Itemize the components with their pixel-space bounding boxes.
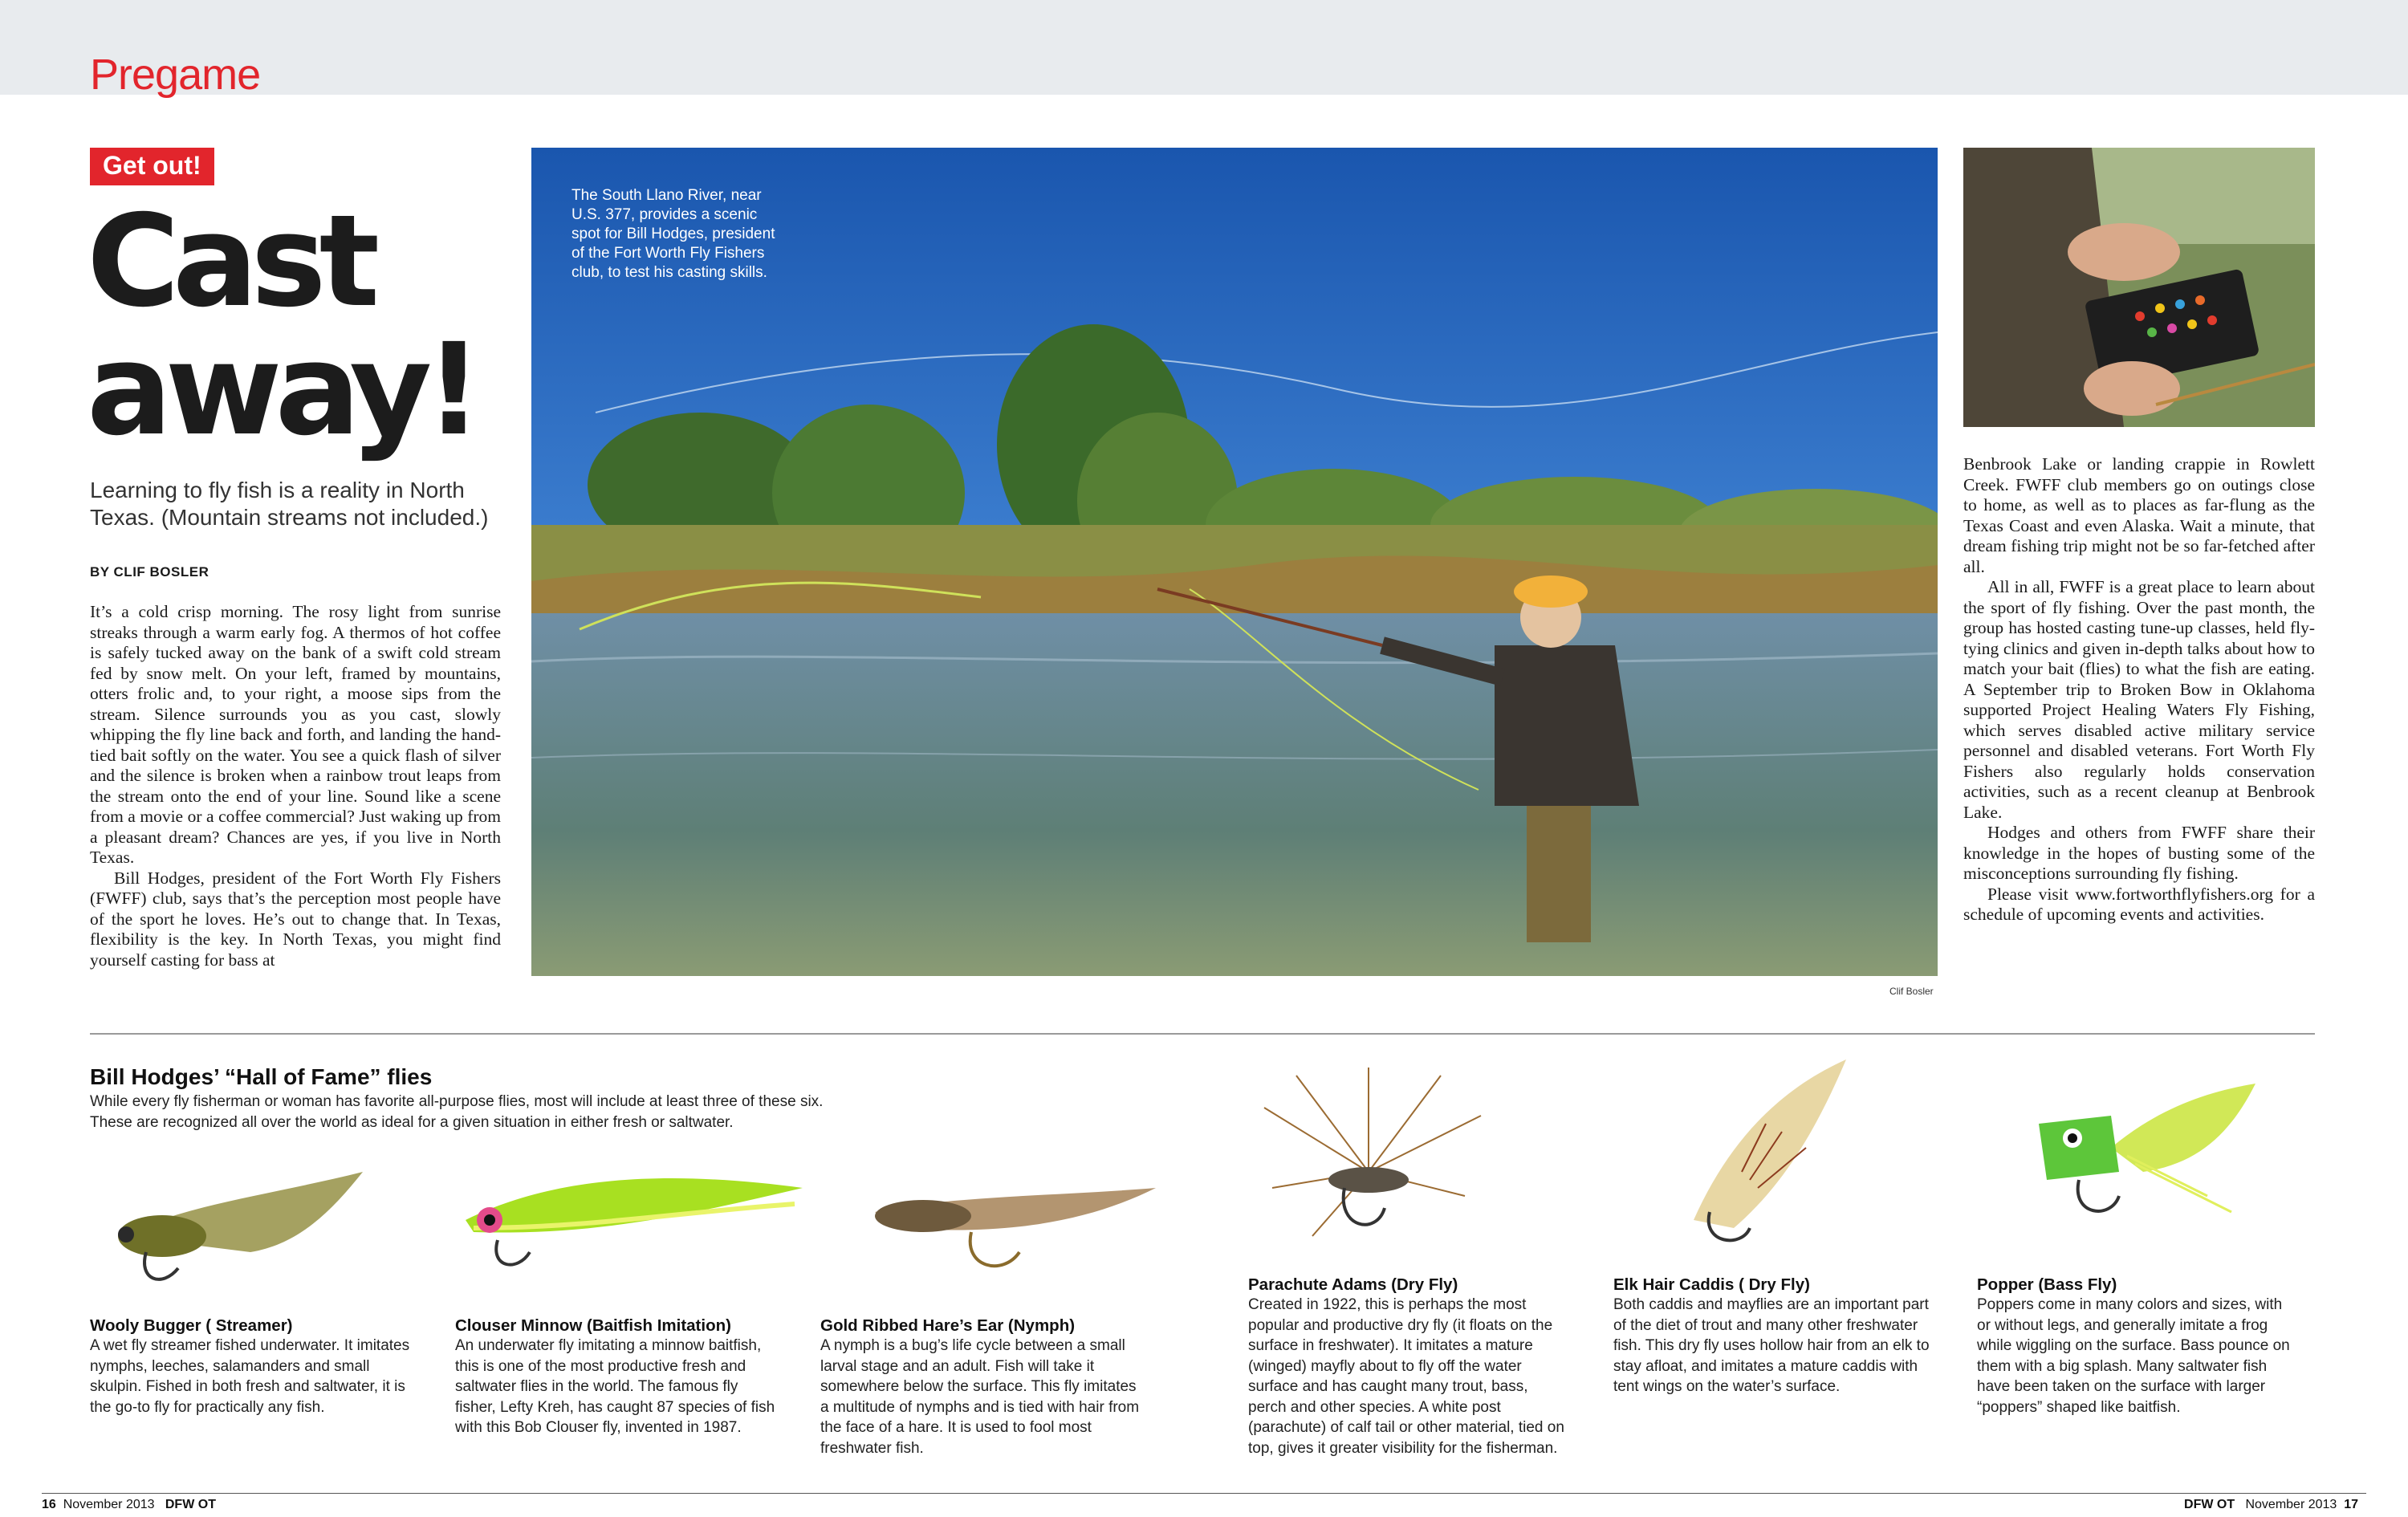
footer-left [42, 1498, 216, 1512]
fly-description: Both caddis and mayflies are an important part of the diet of trout and many other freshwater fish. This dry fly uses hollow hair from an elk to stay afloat, and imitates a mature caddis with tent wings on the water’s surface. [1613, 1296, 1930, 1395]
footer-date-right: November 2013 [2245, 1498, 2337, 1511]
fly-item-hares-ear [820, 1316, 1141, 1458]
page-number-right: 17 [2344, 1498, 2358, 1511]
fly-item-parachute-adams [1248, 1275, 1569, 1458]
headline-line-2: away! [87, 316, 476, 464]
fly-name: Gold Ribbed Hare’s Ear (Nymph) [820, 1316, 1076, 1335]
page-number-left: 16 [42, 1498, 56, 1511]
body-column-3 [1963, 454, 2315, 925]
paragraph: Hodges and others from FWFF share their knowledge in the hopes of busting some of the misconceptions surrounding fly fishing. [1963, 823, 2315, 883]
fly-description: Created in 1922, this is perhaps the most popular and productive dry fly (it floats on the surface in freshwater). It imitates a mature (winged) mayfly about to fly off the water surface and has caught many trout, bass, perch and other species. A white post (parachute) of calf tail or other material, tied on top, gives it greater visibility for the fisherman. [1248, 1296, 1564, 1457]
fly-box-photo [1963, 148, 2315, 427]
fly-item-popper [1977, 1275, 2298, 1417]
fly-name: Clouser Minnow (Baitfish Imitation) [455, 1316, 731, 1335]
headline [87, 188, 536, 464]
footer-publication-right: DFW OT [2184, 1498, 2235, 1511]
elk-hair-caddis-image [1662, 1043, 1870, 1252]
paragraph: Bill Hodges, president of the Fort Worth Fly Fishers (FWFF) club, says that’s the perception most people have of the sport he loves. He’s out to change that. In Texas, flexibility is the key. In North Texas, you might find yourself casting for bass at [90, 868, 501, 970]
fly-box-image [1963, 148, 2315, 427]
headline-line-1: Cast [87, 188, 373, 336]
section-divider [90, 1033, 2315, 1035]
photo-caption: The South Llano River, near U.S. 377, provides a scenic spot for Bill Hodges, president of the Fort Worth Fly Fishers club, to test his casting skills. [571, 187, 775, 281]
section-band [0, 0, 2408, 95]
flies-title: Bill Hodges’ “Hall of Fame” flies [90, 1064, 433, 1089]
byline: BY CLIF BOSLER [90, 564, 209, 580]
body-column-1 [90, 602, 501, 970]
paragraph: All in all, FWFF is a great place to learn about the sport of fly fishing. Over the past month, the group has hosted casting tune-up classes, held fly-tying clinics and given in-depth talks about how to match your bait (flies) to what the fish are eating. A September trip to Broken Bow in Oklahoma supported Project Healing Waters Fly Fishing, which serves disabled active military service personnel and disabled veterans. Fort Worth Fly Fishers also regularly holds conservation activities, such as a recent cleanup at Benbrook Lake. [1963, 577, 2315, 822]
fly-name: Popper (Bass Fly) [1977, 1275, 2117, 1294]
popper-image [2023, 1076, 2264, 1236]
parachute-adams-image [1248, 1059, 1489, 1268]
fly-item-clouser-minnow [455, 1316, 776, 1438]
fly-description: Poppers come in many colors and sizes, with or without legs, and generally imitate a frog while wiggling on the surface. Bass pounce on them with a big splash. Many saltwater fish have been taken on the surface with larger “poppers” shaped like baitfish. [1977, 1296, 2290, 1416]
photo-credit: Clif Bosler [1889, 986, 1934, 997]
footer-right [2184, 1498, 2358, 1512]
fly-name: Elk Hair Caddis ( Dry Fly) [1613, 1275, 1810, 1294]
hares-ear-image [851, 1164, 1172, 1292]
section-tag: Get out! [90, 148, 214, 185]
clouser-minnow-image [441, 1140, 811, 1284]
fly-item-elk-hair-caddis [1613, 1275, 1934, 1397]
flies-intro: While every fly fisherman or woman has favorite all-purpose flies, most will include at least three of these six. These are recognized all over the world as ideal for a given situation in either fresh or saltwater. [90, 1093, 824, 1131]
paragraph: Benbrook Lake or landing crappie in Rowlett Creek. FWFF club members go on outings close to home, as well as to places as far-flung as the Texas Coast and even Alaska. Wait a minute, that dream fishing trip might not be so far-fetched after all. [1963, 454, 2315, 576]
paragraph: It’s a cold crisp morning. The rosy light from sunrise streaks through a warm early fog. A thermos of hot coffee is safely tucked away on the bank of a swift cold stream fed by snow melt. On your left, framed by mountains, otters frolic and, to your right, a moose sips from the stream. Silence surrounds you as you cast, slowly whipping the fly line back and forth, and landing the hand-tied bait softly on the water. You see a quick flash of silver and the silence is broken when a rainbow trout leaps from the stream onto the end of your line. Sound like a scene from a movie or a coffee commercial? Just waking up from a pleasant dream? Chances are yes, if you live in North Texas. [90, 602, 501, 867]
footer-rule [42, 1493, 2366, 1494]
fly-description: A wet fly streamer fished underwater. It imitates nymphs, leeches, salamanders and small skulpin. Fished in both fresh and saltwater, it is the go-to fly for practically any fish. [90, 1337, 410, 1416]
footer-publication-left: DFW OT [165, 1498, 216, 1511]
footer-date-left: November 2013 [63, 1498, 155, 1511]
section-label: Pregame [90, 51, 261, 99]
dek: Learning to fly fish is a reality in North Texas. (Mountain streams not included.) [90, 478, 489, 530]
fly-description: A nymph is a bug’s life cycle between a small larval stage and an adult. Fish will take it somewhere below the surface. This fly imitates a multitude of nymphs and is tied with hair from the face of a hare. It is used to fool most freshwater fish. [820, 1337, 1140, 1457]
fly-name: Parachute Adams (Dry Fly) [1248, 1275, 1458, 1294]
fly-name: Wooly Bugger ( Streamer) [90, 1316, 293, 1335]
paragraph: Please visit www.fortworthflyfishers.org for a schedule of upcoming events and activities. [1963, 884, 2315, 924]
fly-description: An underwater fly imitating a minnow baitfish, this is one of the most productive fresh and saltwater flies in the world. The famous fly fisher, Lefty Kreh, has caught 87 species of fish with this Bob Clouser fly, invented in 1987. [455, 1337, 775, 1436]
wooly-bugger-image [90, 1140, 411, 1300]
fly-item-wooly-bugger [90, 1316, 411, 1417]
